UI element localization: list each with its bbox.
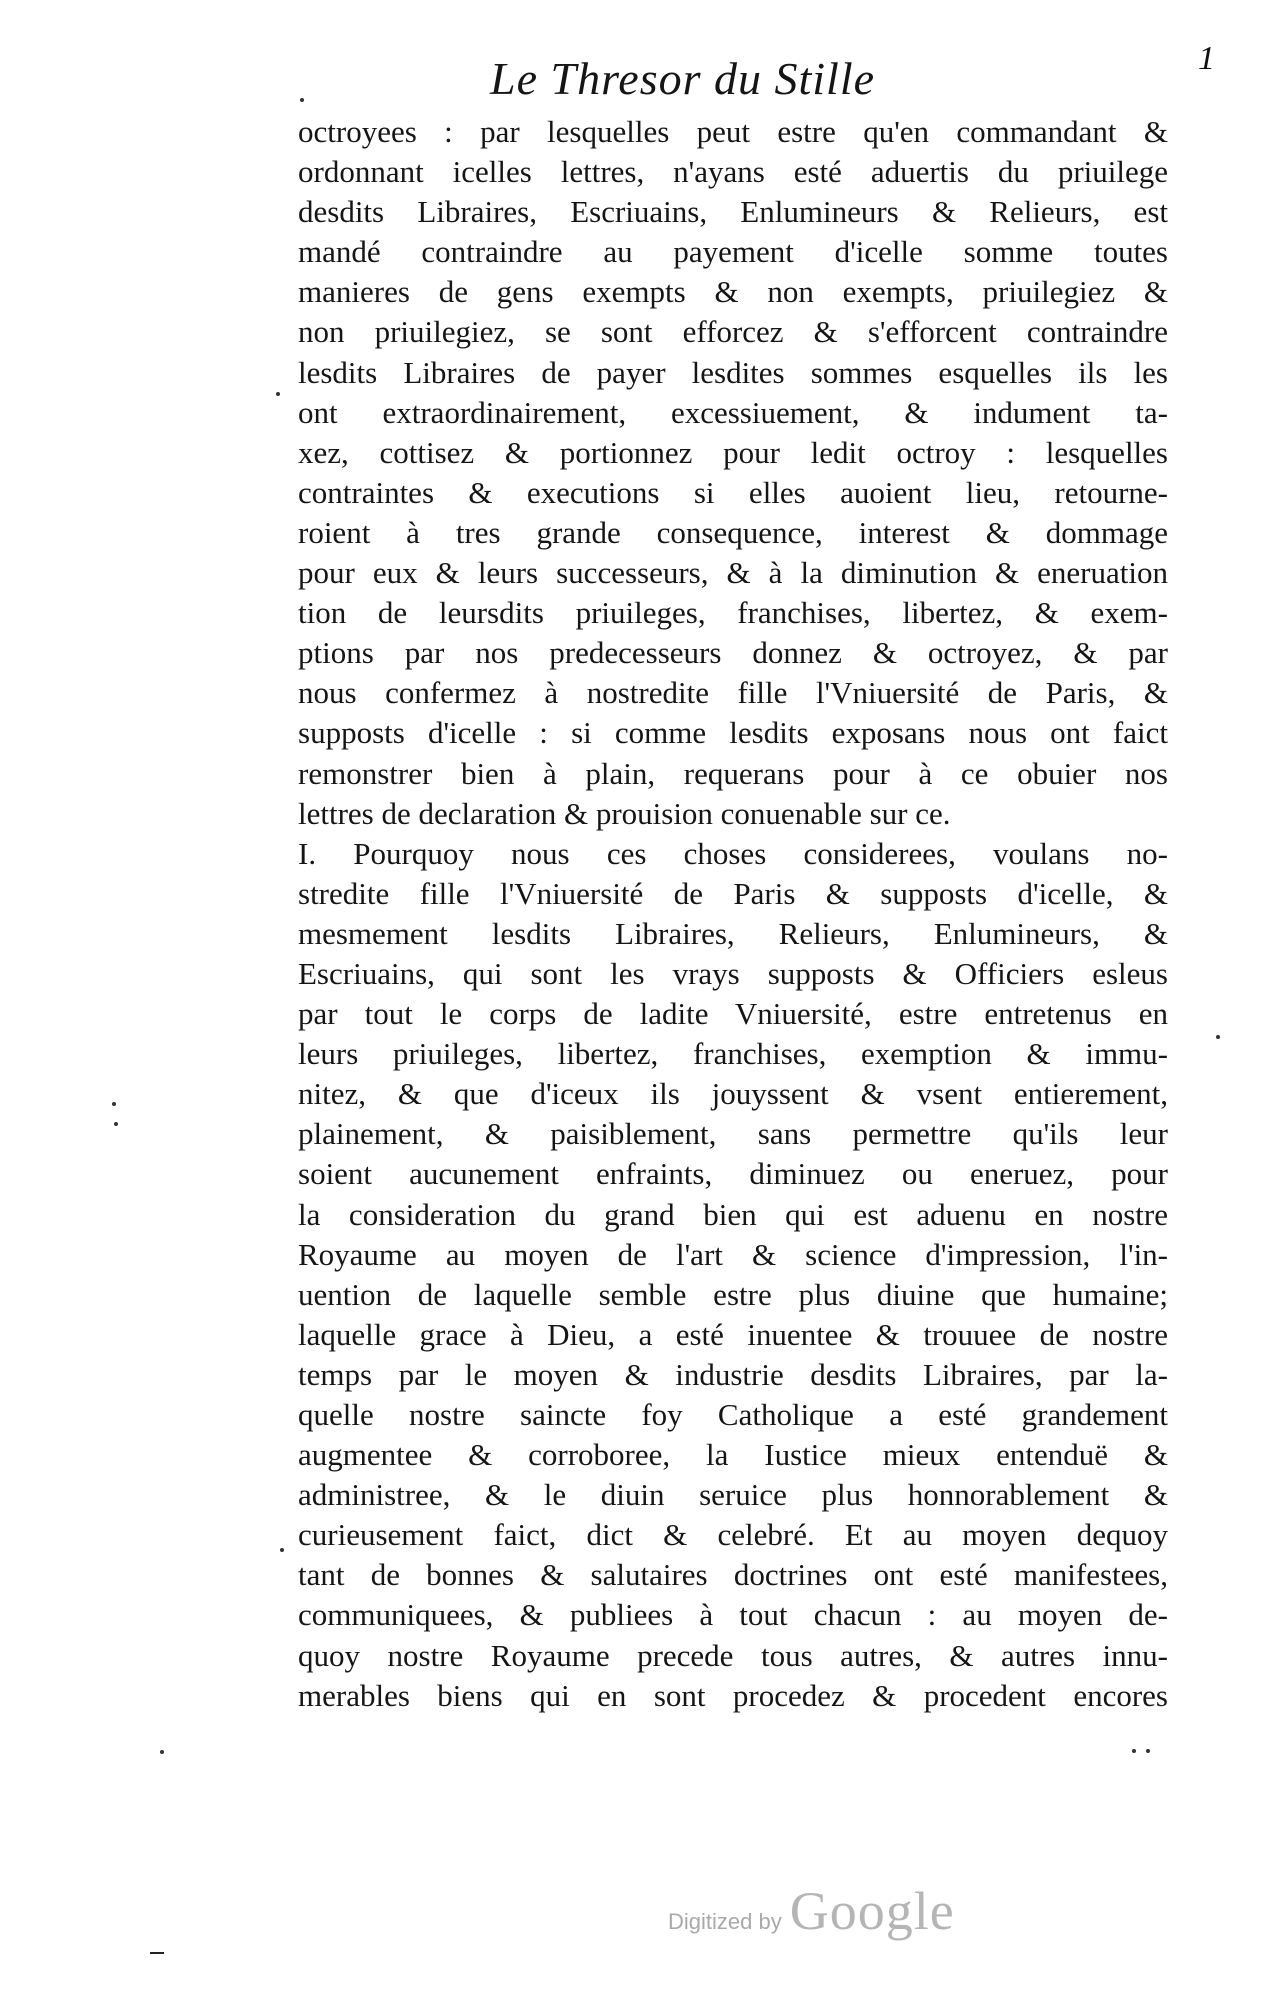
ink-speck [112, 1102, 116, 1106]
text-line: tion de leursdits priuileges, franchises, libertez, & exem- [298, 595, 1168, 631]
text-line: administree, & le diuin seruice plus honnorablement & [298, 1477, 1168, 1513]
digitized-by-label: Digitized by [668, 1909, 782, 1934]
ink-speck [276, 392, 280, 396]
text-line: la consideration du grand bien qui est aduenu en nostre [298, 1196, 1168, 1232]
text-line: nitez, & que d'iceux ils jouyssent & vsent entierement, [298, 1076, 1168, 1112]
text-line: nous confermez à nostredite fille l'Vniuersité de Paris, & [298, 675, 1168, 711]
text-line: stredite fille l'Vniuersité de Paris & supposts d'icelle, & [298, 875, 1168, 911]
ink-speck [1216, 1035, 1220, 1039]
text-line: laquelle grace à Dieu, a esté inuentee & trouuee de nostre [298, 1316, 1168, 1352]
margin-mark [150, 1952, 164, 1954]
text-line: merables biens qui en sont procedez & procedent encores [298, 1677, 1168, 1713]
text-line: temps par le moyen & industrie desdits Libraires, par la- [298, 1356, 1168, 1392]
digitized-watermark [668, 1880, 955, 1942]
text-line: pour eux & leurs successeurs, & à la diminution & eneruation [298, 555, 1168, 591]
text-line: contraintes & executions si elles auoient lieu, retourne- [298, 474, 1168, 510]
text-line: ordonnant icelles lettres, n'ayans esté aduertis du priuilege [298, 154, 1168, 190]
text-line: desdits Libraires, Escriuains, Enlumineurs & Relieurs, est [298, 194, 1168, 230]
text-line: tant de bonnes & salutaires doctrines ont esté manifestees, [298, 1557, 1168, 1593]
text-line: par tout le corps de ladite Vniuersité, estre entretenus en [298, 996, 1168, 1032]
ink-speck [280, 1548, 284, 1552]
text-line: Escriuains, qui sont les vrays supposts & Officiers esleus [298, 955, 1168, 991]
text-line: communiquees, & publiees à tout chacun : au moyen de- [298, 1597, 1168, 1633]
ink-speck [160, 1750, 164, 1754]
body-text-block [298, 112, 1168, 1716]
ink-speck [1132, 1749, 1136, 1753]
text-line: xez, cottisez & portionnez pour ledit octroy : lesquelles [298, 434, 1168, 470]
text-line: I. Pourquoy nous ces choses considerees, voulans no- [298, 835, 1168, 871]
text-line: mandé contraindre au payement d'icelle somme toutes [298, 234, 1168, 270]
text-line: remonstrer bien à plain, requerans pour à ce obuier nos [298, 755, 1168, 791]
text-line: lettres de declaration & prouision conuenable sur ce. [298, 795, 951, 831]
text-line: lesdits Libraires de payer lesdites sommes esquelles ils les [298, 354, 1168, 390]
text-line: leurs priuileges, libertez, franchises, exemption & immu- [298, 1036, 1168, 1072]
text-line: soient aucunement enfraints, diminuez ou eneruez, pour [298, 1156, 1168, 1192]
text-line: non priuilegiez, se sont efforcez & s'efforcent contraindre [298, 314, 1168, 350]
text-line: roient à tres grande consequence, interest & dommage [298, 514, 1168, 550]
text-line: supposts d'icelle : si comme lesdits exposans nous ont faict [298, 715, 1168, 751]
text-line: octroyees : par lesquelles peut estre qu'en commandant & [298, 114, 1168, 149]
ink-speck [300, 98, 304, 102]
text-line: plainement, & paisiblement, sans permettre qu'ils leur [298, 1116, 1168, 1152]
ink-speck [1146, 1749, 1150, 1753]
ink-speck [114, 1122, 118, 1126]
google-logo: Google [789, 1881, 955, 1941]
text-line: curieusement faict, dict & celebré. Et au moyen dequoy [298, 1517, 1168, 1553]
text-line: mesmement lesdits Libraires, Relieurs, Enlumineurs, & [298, 915, 1168, 951]
text-line: uention de laquelle semble estre plus diuine que humaine; [298, 1276, 1168, 1312]
text-line: Royaume au moyen de l'art & science d'impression, l'in- [298, 1236, 1168, 1272]
text-line: augmentee & corroboree, la Iustice mieux entenduë & [298, 1437, 1168, 1473]
text-line: ont extraordinairement, excessiuement, & indument ta- [298, 394, 1168, 430]
text-line: ptions par nos predecesseurs donnez & octroyez, & par [298, 635, 1168, 671]
text-line: quelle nostre saincte foy Catholique a esté grandement [298, 1397, 1168, 1432]
running-title: Le Thresor du Stille [490, 53, 876, 104]
text-line: quoy nostre Royaume precede tous autres, & autres innu- [298, 1637, 1168, 1673]
page-mark: 1 [1198, 40, 1215, 77]
text-line: manieres de gens exempts & non exempts, priuilegiez & [298, 274, 1168, 310]
